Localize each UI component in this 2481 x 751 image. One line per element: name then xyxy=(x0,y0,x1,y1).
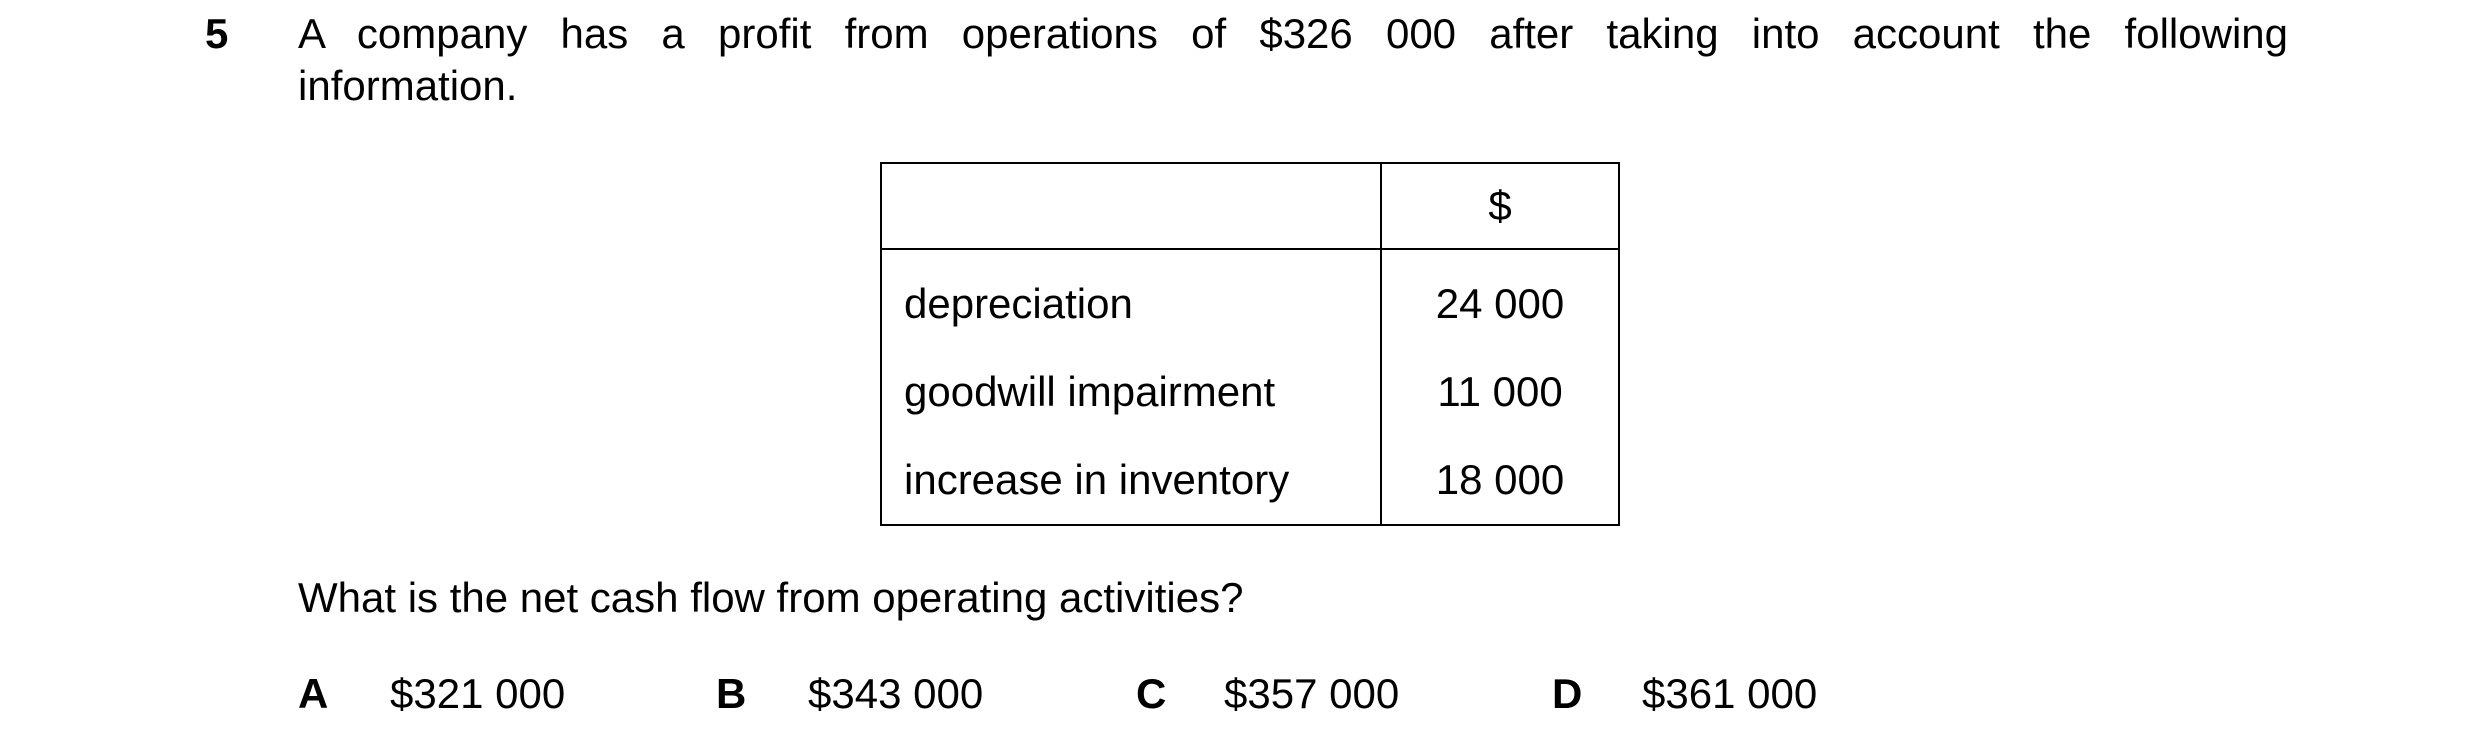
table-header-currency: $ xyxy=(1381,163,1619,249)
option-b-letter: B xyxy=(716,670,747,717)
table-row-label: goodwill impairment xyxy=(881,348,1381,436)
question-stem-line-1: A company has a profit from operations of $326 000 after taking into account the following xyxy=(298,10,2288,57)
table-row-amount: 18 000 xyxy=(1381,436,1619,525)
option-d-text: $361 000 xyxy=(1642,670,1818,717)
question-stem xyxy=(298,8,2288,112)
option-c-letter: C xyxy=(1136,670,1167,717)
table-row xyxy=(881,436,1619,525)
table-row xyxy=(881,249,1619,348)
table-row xyxy=(881,348,1619,436)
question-number: 5 xyxy=(205,10,229,57)
table-row-amount: 11 000 xyxy=(1381,348,1619,436)
table-row-label: depreciation xyxy=(881,249,1381,348)
option-d-letter: D xyxy=(1552,670,1583,717)
option-b-text: $343 000 xyxy=(808,670,984,717)
question-prompt: What is the net cash flow from operating activities? xyxy=(298,574,1244,621)
option-a-text: $321 000 xyxy=(390,670,566,717)
table-header-label xyxy=(881,163,1381,249)
information-table xyxy=(880,162,1620,526)
option-c-text: $357 000 xyxy=(1224,670,1400,717)
table-row-amount: 24 000 xyxy=(1381,249,1619,348)
question-stem-line-2: information. xyxy=(298,62,518,109)
table-row-label: increase in inventory xyxy=(881,436,1381,525)
option-a-letter: A xyxy=(298,670,329,717)
table-header-row xyxy=(881,163,1619,249)
